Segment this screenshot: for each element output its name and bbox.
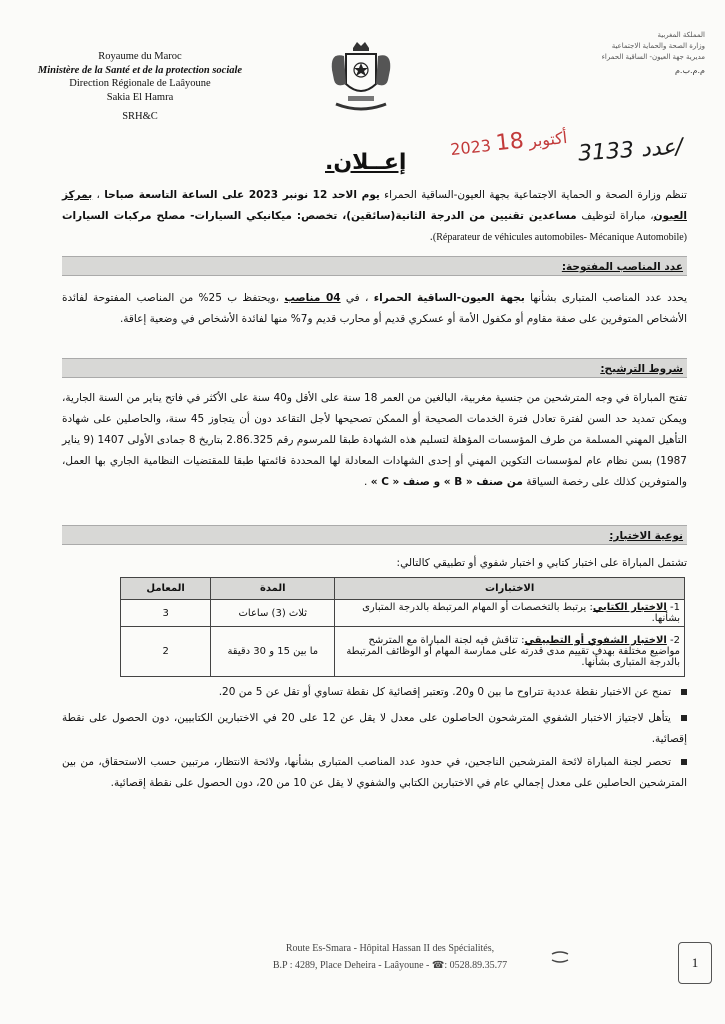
intro-position: مساعدين تقنيين من الدرجة الثانية(سائقين)، تخصص: ميكانيكي السيارات- مصلح مركبات السيارات (62, 210, 577, 222)
positions-count: 04 مناصب (284, 292, 341, 304)
section-conditions-title: شروط الترشيح: (600, 363, 683, 375)
exam-desc: : تناقش فيه لجنة المباراة مع المترشح مواضيع مختلفة بهدف تقييم مدى قدرته على ممارسة المهام أو الوظائف المرتبطة بالدرجة المتبارى بشأنها. (346, 635, 680, 668)
bullet-square-icon (681, 689, 687, 695)
section-conditions-heading (62, 358, 687, 378)
table-row (121, 600, 685, 627)
date-stamp (449, 124, 568, 161)
positions-text-1: يحدد عدد المناصب المتبارى بشأنها (524, 292, 687, 304)
handwritten-reference: عدد 3133/ (577, 134, 684, 167)
exam-desc: : يرتبط بالتخصصات أو المهام المرتبطة بالدرجة المتبارى بشأنها. (362, 602, 680, 624)
section-positions-title: عدد المناصب المفتوحة: (561, 261, 683, 273)
bullet-text: تمنح عن الاختبار نقطة عددية تتراوح ما بين 0 و20. وتعتبر إقصائية كل نقطة تساوي أو تقل عن 5 من 20. (218, 686, 671, 698)
conditions-license: من صنف « B » و صنف « C » (370, 476, 523, 488)
page-title: إعــلان. (325, 150, 407, 175)
bullet-square-icon (681, 715, 687, 721)
intro-center: بمركز العيون (62, 189, 687, 222)
footer-address (230, 940, 550, 974)
intro-text-3: ، مباراة لتوظيف (576, 210, 654, 222)
intro-position-fr: (Réparateur de véhicules automobiles- Mécanique Automobile) (432, 232, 687, 243)
table-row (121, 627, 685, 677)
letterhead-kingdom: Royaume du Maroc (98, 51, 182, 62)
positions-text-3: ،ويحتفظ ب 25% من المناصب المفتوحة لفائدة الأشخاص المتوفرين على صفة مقاوم أو مكفول الأمة أو عسكري قديم أو محارب قديم و7% منها لفائدة الأشخاص في وضعية إعاقة. (62, 292, 687, 325)
list-item (62, 708, 687, 750)
stamp-year: 2023 (449, 135, 492, 160)
letterhead-ar-ministry: وزارة الصحة والحماية الاجتماعية (611, 42, 705, 50)
letterhead-region: Sakia El Hamra (106, 91, 174, 103)
letterhead-service: SRH&C (122, 111, 158, 122)
exam-intro: تشتمل المباراة على اختبار كتابي و اختبار شفوي أو تطبيقي كالتالي: (396, 557, 687, 569)
header-coefficient: المعامل (121, 578, 211, 600)
footer-line-2: B.P : 4289, Place Deheira - Laâyoune - ☎: 0528.89.35.77 (272, 960, 508, 971)
bullet-text: تحصر لجنة المباراة لائحة المترشحين الناجحين، في حدود عدد المناصب المتبارى بشأنها، ولائحة الانتظار، مرتبين حسب الاستحقاق، من بين المترشحين الحاصلين على معدل إجمالي عام في الاختبارين الكتابي والشفوي لا يقل عن 10 من 20، دون الحصول على نقطة إقصائية. (62, 756, 687, 789)
bullet-square-icon (681, 759, 687, 765)
exam-num: 1- (670, 602, 680, 613)
letterhead-direction: Direction Régionale de Laâyoune (69, 78, 211, 89)
letterhead-ministry: Ministère de la Santé et de la protection sociale (37, 64, 243, 76)
header-exams: الاختبارات (335, 578, 685, 600)
footer-line-1: Route Es-Smara - Hôpital Hassan II des Spécialités, (285, 943, 495, 954)
positions-text-2: ، في (340, 292, 374, 304)
intro-paragraph (62, 185, 687, 248)
stamp-month: أكتوبر (527, 127, 569, 151)
exam-name: الاختبار الشفوي أو التطبيقي (524, 635, 667, 646)
exam-num: 2- (670, 635, 680, 646)
letterhead-ar-service: م.م.ب.م (674, 66, 705, 75)
coefficient-cell: 3 (121, 600, 211, 627)
page-number: 1 (678, 942, 712, 984)
duration-cell: ثلاث (3) ساعات (211, 600, 335, 627)
coefficient-cell: 2 (121, 627, 211, 677)
letterhead-french (30, 50, 250, 124)
exam-name: الاختبار الكتابي (592, 602, 667, 613)
conditions-text-end: . (364, 476, 371, 488)
duration-cell: ما بين 15 و 30 دقيقة (211, 627, 335, 677)
letterhead-ar-kingdom: المملكة المغربية (657, 31, 705, 39)
section-positions-text (62, 288, 687, 330)
conditions-text: تفتح المباراة في وجه المترشحين من جنسية مغربية، البالغين من العمر 18 سنة على الأقل و40 سنة على الأكثر في فاتح يناير من السنة الجارية، ويمكن تمديد حد السن لفترة تعادل فترة الخدمات الصحيحة أو الممكن تصحيحها لأجل التقاعد دون أن يتجاوز 45 سنة، والحاصلين على شهادة التأهيل المهني المسلمة من طرف المؤسسات المؤهلة لتسليم هذه الشهادة طبقا للمرسوم رقم 2.86.325 بتاريخ 8 جمادى الأولى 1407 (9 يناير 1987) بسن نظام عام لمؤسسات التكوين المهني أو إحدى الشهادات المعادلة لها المحددة قائمتها طبقا للمقتضيات النظامية الجاري بها العمل، والمتوفرين كذلك على رخصة السياقة (62, 392, 688, 488)
crescent-logo-icon (548, 948, 572, 966)
letterhead-arabic (535, 30, 705, 76)
exam-cell (335, 600, 685, 627)
intro-text-1: تنظم وزارة الصحة و الحماية الاجتماعية بجهة العيون-الساقية الحمراء (379, 189, 687, 201)
stamp-day: 18 (494, 128, 526, 157)
section-positions-heading (62, 256, 687, 276)
bullet-text: يتأهل لاجتياز الاختبار الشفوي المترشحون الحاصلون على معدل لا يقل عن 12 على 20 في الاختبارين الكتابيين، دون الحصول على نقطة إقصائية. (62, 712, 687, 745)
exam-cell (335, 627, 685, 677)
exam-table-header (121, 578, 685, 600)
section-exam-heading (62, 525, 687, 545)
letterhead-ar-direction: مديرية جهة العيون- الساقية الحمراء (601, 53, 705, 61)
intro-text-4: . (429, 231, 433, 243)
positions-region: بجهة العيون-الساقية الحمراء (373, 292, 525, 304)
section-exam-title: نوعية الاختبار: (609, 530, 683, 542)
section-conditions-text (62, 388, 687, 493)
intro-text-2: ، (92, 189, 105, 201)
exam-table (120, 577, 685, 677)
intro-date: يوم الاحد 12 نونبر 2023 على الساعة التاسعة صباحا (104, 189, 380, 201)
list-item (62, 752, 687, 794)
list-item (62, 682, 687, 703)
header-duration: المدة (211, 578, 335, 600)
moroccan-coat-of-arms-icon (326, 40, 396, 120)
